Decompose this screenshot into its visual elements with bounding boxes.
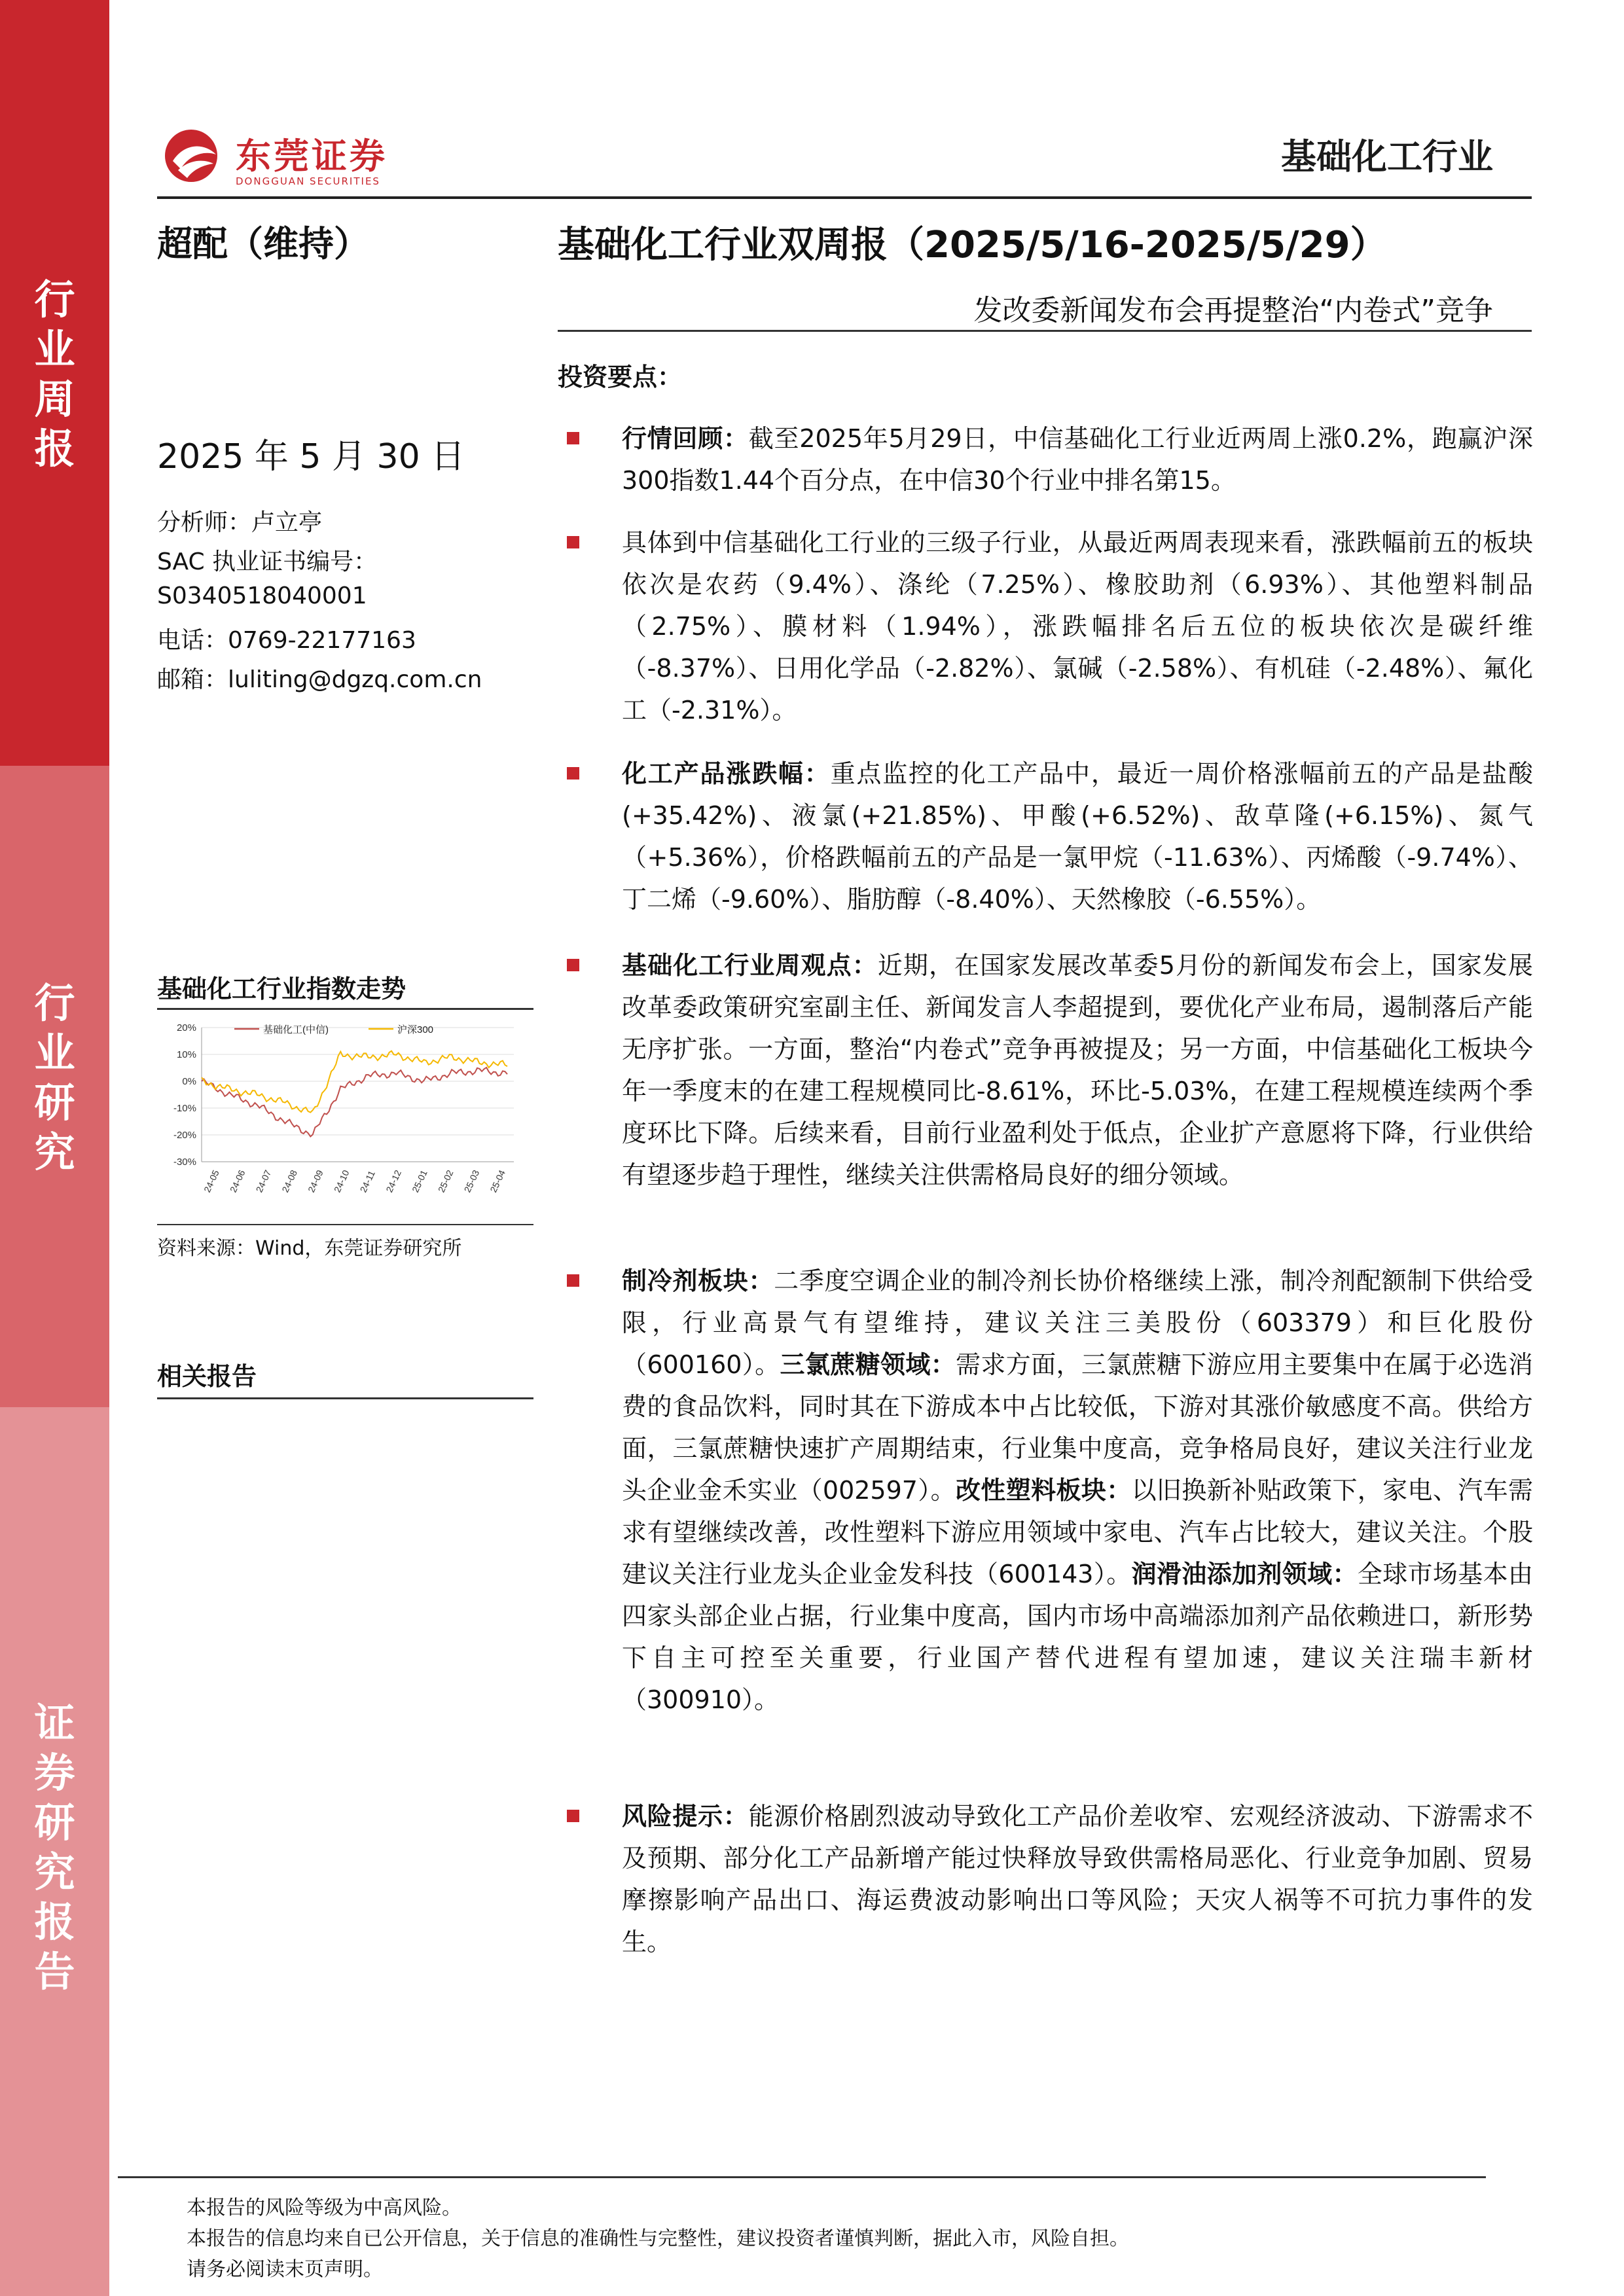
chart-title: 基础化工行业指数走势 <box>157 975 406 1003</box>
text-subindustry: 具体到中信基础化工行业的三级子行业，从最近两周表现来看，涨跌幅前五的板块依次是农药（9.4%）、涤纶（7.25%）、橡胶助剂（6.93%）、其他塑料制品（2.75%）、膜材料（1.94%），涨跌幅排名后五位的板块依次是碳纤维（-8.37%）、日用化学品（-2.82%）、氯碱（-2.58%）、有机硅（-2.48%）、氟化工（-2.31%）。 <box>622 528 1533 725</box>
side-label-glyph: 行 <box>34 276 75 323</box>
footer-notice[interactable]: 请务必阅读末页声明。 <box>187 2258 383 2281</box>
brand-logo-icon <box>158 123 224 188</box>
para-product-prices <box>622 753 1533 920</box>
page-subtitle: 发改委新闻发布会再提整治“内卷式”竞争 <box>973 294 1493 327</box>
chart-title-rule <box>157 1008 533 1010</box>
side-label-glyph: 报 <box>34 425 75 473</box>
side-label-weekly <box>0 275 109 474</box>
series-line-1 <box>202 1067 507 1137</box>
para-weekly-view <box>622 944 1533 1196</box>
analyst-email[interactable]: 邮箱：luliting@dgzq.com.cn <box>157 666 482 693</box>
report-date: 2025 年 5 月 30 日 <box>157 437 465 476</box>
y-tick-label: 10% <box>176 1049 196 1060</box>
bullet-subindustry <box>567 536 579 548</box>
x-tick-label: 24-08 <box>280 1168 300 1194</box>
side-label-weekly-text <box>0 275 109 474</box>
header-sector: 基础化工行业 <box>1281 136 1493 177</box>
x-tick-label: 24-10 <box>331 1168 352 1194</box>
bullet-weekly-view <box>567 959 579 971</box>
bullet-market-review <box>567 432 579 444</box>
footer-disclaimer: 本报告的信息均来自已公开信息，关于信息的准确性与完整性，建议投资者谨慎判断，据此入市，风险自担。 <box>187 2227 1129 2250</box>
brand-name-cn: 东莞证券 <box>236 135 388 177</box>
para-sectors <box>622 1260 1533 1721</box>
text-refrigerant: 二季度空调企业的制冷剂长协价格继续上涨，制冷剂配额制下供给受限，行业高景气有望维持，建议关注三美股份（603379）和巨化股份（600160）。 <box>622 1266 1533 1379</box>
index-trend-chart <box>157 1014 530 1224</box>
text-risk: 能源价格剧烈波动导致化工产品价差收窄、宏观经济波动、下游需求不及预期、部分化工产品新增产能过快释放导致供需格局恶化、行业竞争加剧、贸易摩擦影响产品出口、海运费波动影响出口等风险；天灾人祸等不可抗力事件的发生。 <box>622 1802 1533 1956</box>
side-label-glyph: 研 <box>34 1799 75 1846</box>
side-label-glyph: 周 <box>34 375 75 423</box>
para-risk <box>622 1795 1533 1963</box>
legend-label: 基础化工(中信) <box>263 1024 329 1035</box>
bullet-risk <box>567 1810 579 1822</box>
y-tick-label: 0% <box>182 1076 196 1087</box>
label-refrigerant: 制冷剂板块： <box>622 1266 774 1295</box>
page-title: 基础化工行业双周报（2025/5/16-2025/5/29） <box>558 224 1387 266</box>
chart-source: 资料来源：Wind，东莞证券研究所 <box>157 1237 462 1260</box>
side-label-research <box>0 978 109 1177</box>
sac-label: SAC 执业证书编号： <box>157 548 378 575</box>
side-label-glyph: 究 <box>34 1128 75 1176</box>
bullet-sectors <box>567 1274 579 1287</box>
sac-number: S0340518040001 <box>157 583 367 609</box>
side-label-glyph: 告 <box>34 1948 75 1996</box>
title-rule <box>558 330 1532 332</box>
y-tick-label: -10% <box>173 1103 196 1114</box>
side-label-glyph: 券 <box>34 1749 75 1797</box>
text-market-review: 截至2025年5月29日，中信基础化工行业近两周上涨0.2%，跑赢沪深300指数1.44个百分点，在中信30个行业中排名第15。 <box>622 424 1533 495</box>
x-tick-label: 25-03 <box>461 1168 482 1194</box>
rating: 超配（维持） <box>157 223 369 264</box>
series-line-2 <box>202 1051 507 1113</box>
x-tick-label: 24-11 <box>357 1168 377 1194</box>
analyst-phone: 电话：0769-22177163 <box>157 627 416 654</box>
side-label-report <box>0 1698 109 1997</box>
x-tick-label: 24-09 <box>306 1168 325 1194</box>
side-label-glyph: 报 <box>34 1898 75 1946</box>
label-market-review: 行情回顾： <box>622 424 749 453</box>
text-weekly-view: 近期，在国家发展改革委5月份的新闻发布会上，国家发展改革委政策研究室副主任、新闻发言人李超提到，要优化产业布局，遏制落后产能无序扩张。一方面，整治“内卷式”竞争再被提及；另一方面，中信基础化工板块今年一季度末的在建工程规模同比-8.61%，环比-5.03%，在建工程规模连续两个季度环比下降。后续来看，目前行业盈利处于低点，企业扩产意愿将下降，行业供给有望逐步趋于理性，继续关注供需格局良好的细分领域。 <box>622 951 1533 1189</box>
x-tick-label: 24-06 <box>227 1168 247 1194</box>
side-label-glyph: 业 <box>34 325 75 373</box>
x-tick-label: 24-07 <box>253 1168 274 1194</box>
x-tick-label: 25-01 <box>410 1168 429 1194</box>
side-label-glyph: 究 <box>34 1848 75 1896</box>
related-reports-title: 相关报告 <box>157 1362 257 1391</box>
x-tick-label: 24-05 <box>202 1168 221 1194</box>
text-lube-additives: 全球市场基本由四家头部企业占据，行业集中度高，国内市场中高端添加剂产品依赖进口，新形势下自主可控至关重要，行业国产替代进程有望加速，建议关注瑞丰新材（300910）。 <box>622 1560 1533 1714</box>
text-modified-plastics: 以旧换新补贴政策下，家电、汽车需求有望继续改善，改性塑料下游应用领域中家电、汽车占比较大，建议关注。个股建议关注行业龙头企业金发科技（600143）。 <box>622 1476 1533 1588</box>
side-label-glyph: 业 <box>34 1029 75 1077</box>
y-tick-label: 20% <box>176 1022 196 1033</box>
y-tick-label: -20% <box>173 1130 196 1141</box>
para-subindustry <box>622 522 1533 731</box>
label-sucralose: 三氯蔗糖领域： <box>780 1350 956 1379</box>
label-product-prices: 化工产品涨跌幅： <box>622 759 831 788</box>
chart-bottom-rule <box>157 1224 533 1225</box>
label-weekly-view: 基础化工行业周观点： <box>622 951 878 980</box>
side-label-glyph: 行 <box>34 979 75 1027</box>
x-tick-label: 24-12 <box>384 1168 404 1194</box>
brand-logo <box>158 123 420 188</box>
key-points-heading: 投资要点： <box>558 363 683 391</box>
text-product-prices: 重点监控的化工产品中，最近一周价格涨幅前五的产品是盐酸(+35.42%)、液氯(+21.85%)、甲酸(+6.52%)、敌草隆(+6.15%)、氮气（+5.36%），价格跌幅前五的产品是一氯甲烷（-11.63%）、丙烯酸（-9.74%）、丁二烯（-9.60%）、脂肪醇（-8.40%）、天然橡胶（-6.55%）。 <box>622 759 1533 914</box>
footer-risk-level: 本报告的风险等级为中高风险。 <box>187 2197 461 2219</box>
side-label-glyph: 研 <box>34 1079 75 1126</box>
label-lube-additives: 润滑油添加剂领域： <box>1131 1560 1358 1588</box>
bullet-product-prices <box>567 767 579 780</box>
footer-rule <box>118 2176 1486 2178</box>
label-modified-plastics: 改性塑料板块： <box>956 1476 1132 1505</box>
legend-label: 沪深300 <box>397 1024 434 1035</box>
label-risk: 风险提示： <box>622 1802 749 1831</box>
para-market-review <box>622 418 1533 501</box>
x-tick-label: 25-04 <box>488 1168 508 1194</box>
related-reports-rule <box>157 1397 533 1399</box>
side-label-report-text <box>0 1698 109 1997</box>
side-label-research-text <box>0 978 109 1177</box>
header-rule <box>157 196 1532 199</box>
side-label-glyph: 证 <box>34 1699 75 1747</box>
x-tick-label: 25-02 <box>435 1168 456 1194</box>
brand-name-en: DONGGUAN SECURITIES <box>236 175 380 187</box>
text-sucralose: 需求方面，三氯蔗糖下游应用主要集中在属于必选消费的食品饮料，同时其在下游成本中占比较低，下游对其涨价敏感度不高。供给方面，三氯蔗糖快速扩产周期结束，行业集中度高，竞争格局良好，建议关注行业龙头企业金禾实业（002597）。 <box>622 1350 1533 1505</box>
y-tick-label: -30% <box>173 1157 196 1168</box>
analyst-name: 分析师：卢立亭 <box>157 509 323 536</box>
